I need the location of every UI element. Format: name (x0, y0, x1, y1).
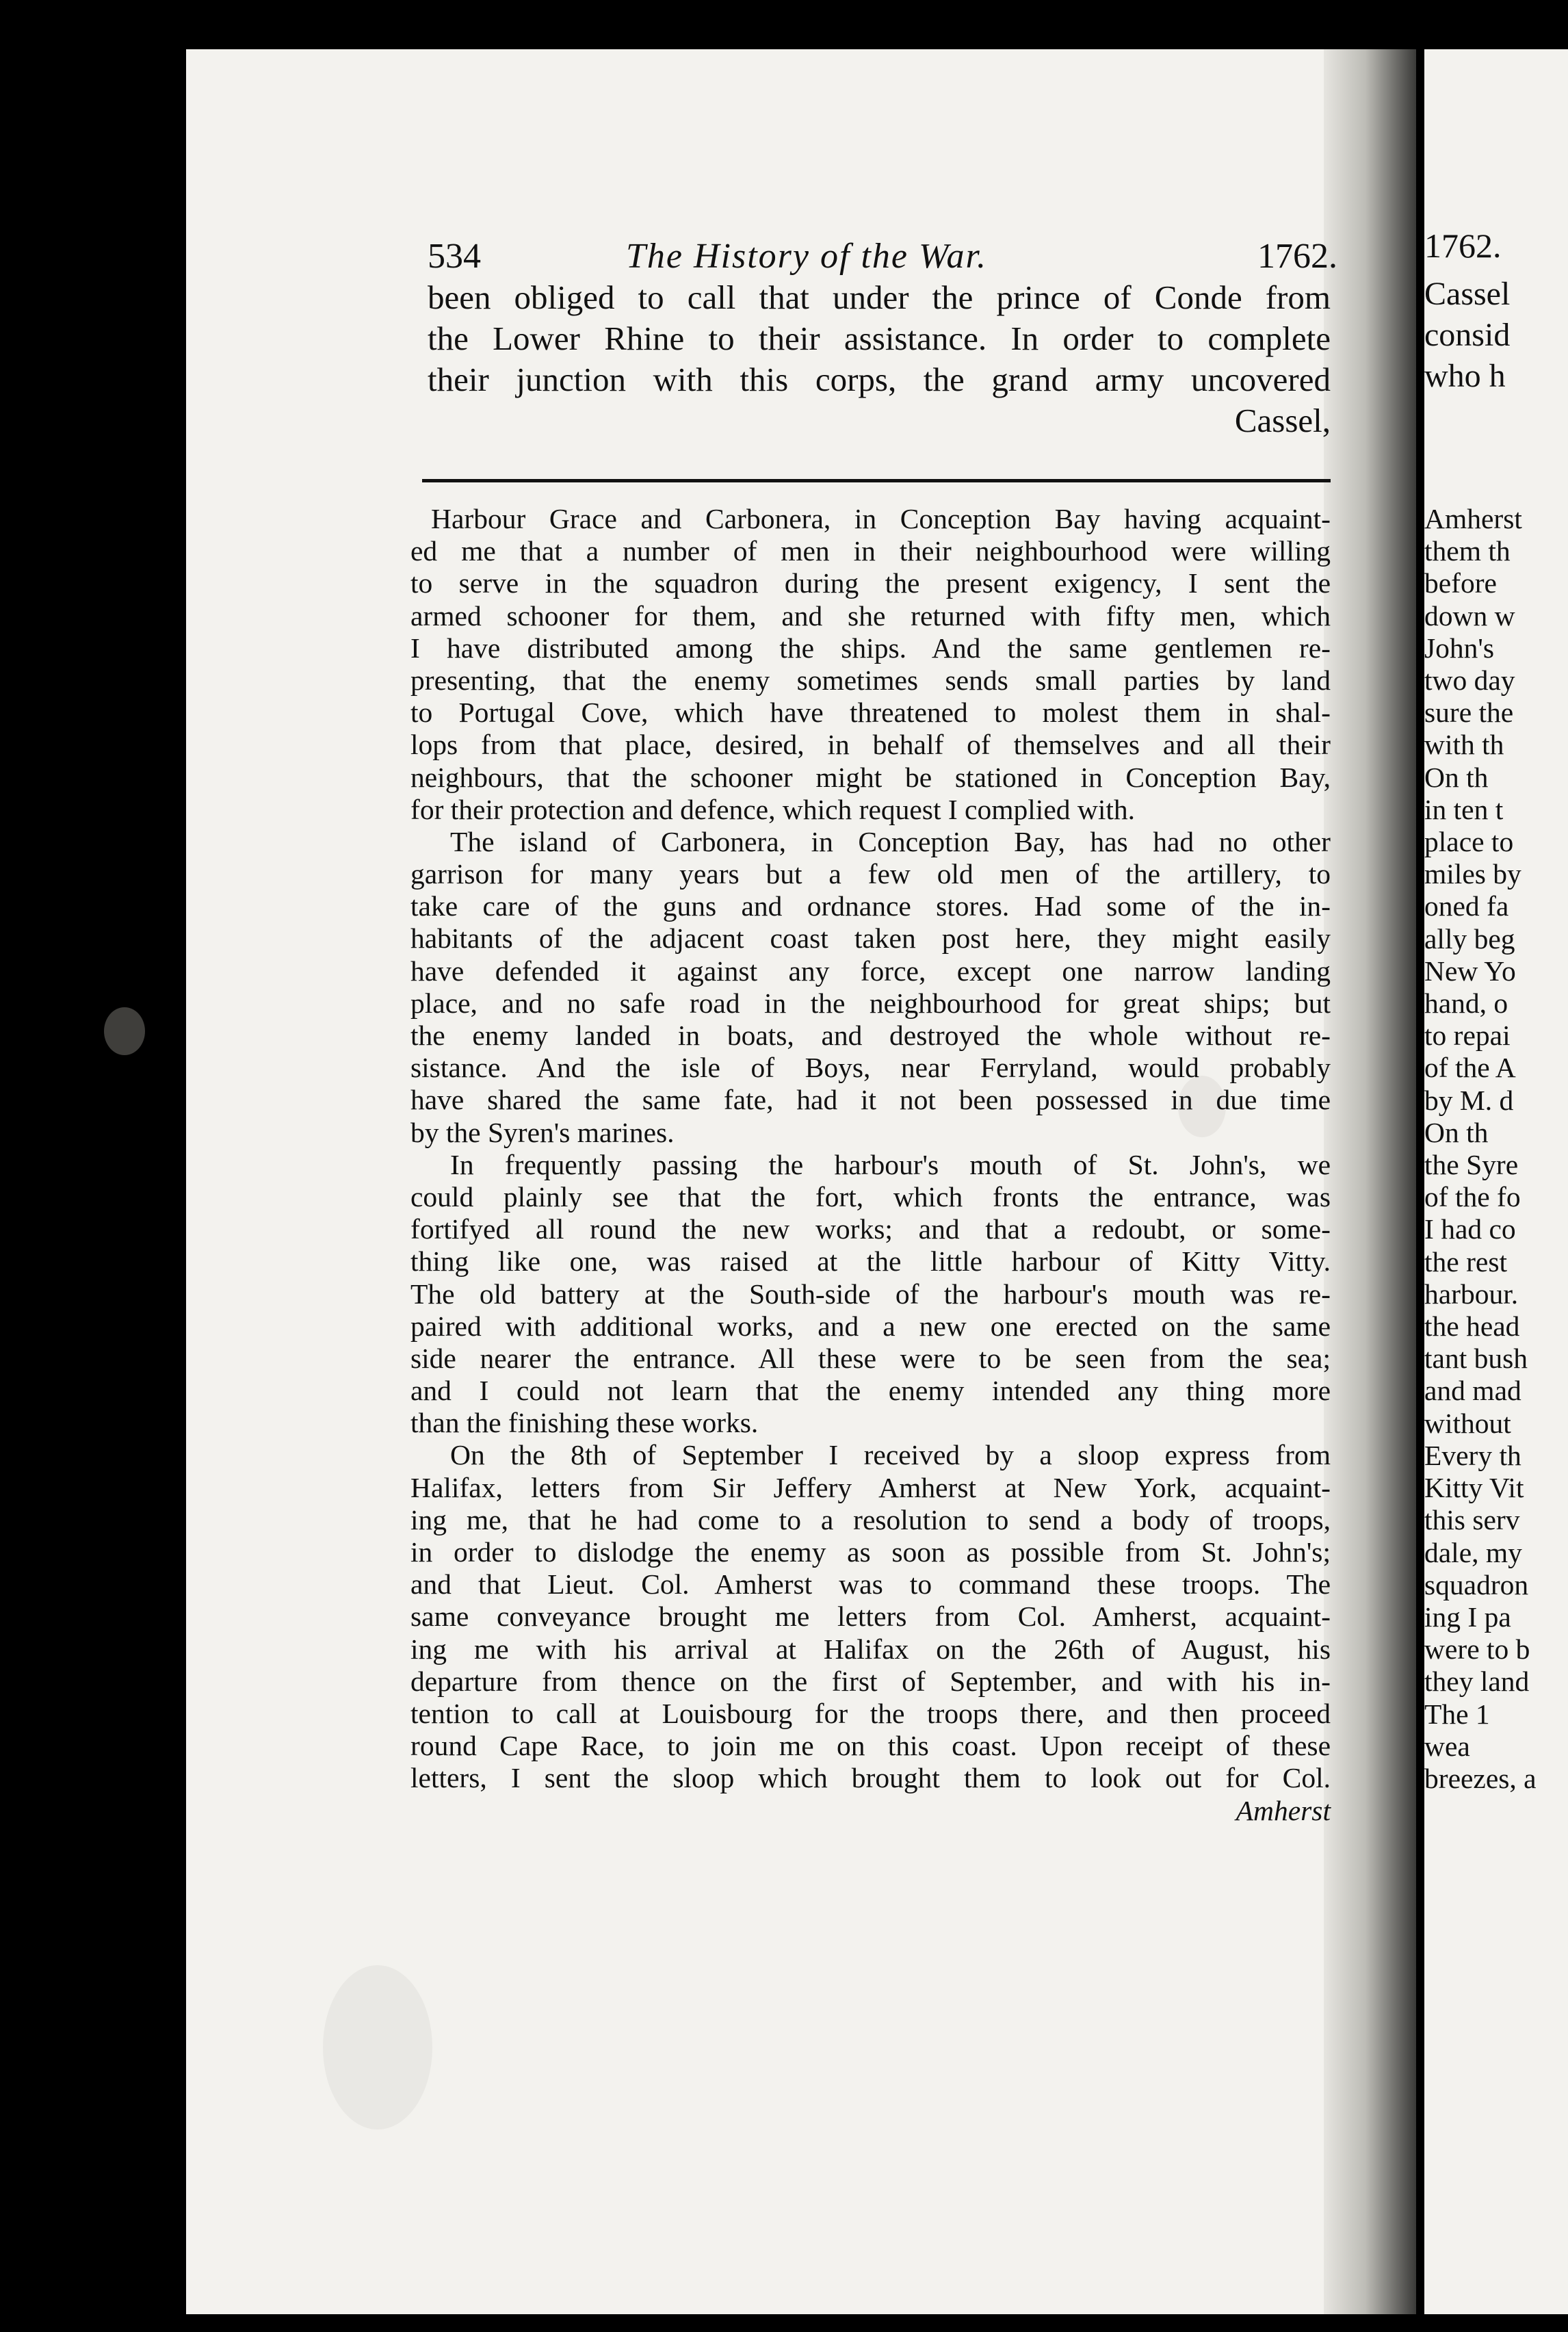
text-line: ally beg (1424, 922, 1515, 955)
footnote-line: same conveyance brought me letters from Col. Amherst, acquaint- (410, 1601, 1331, 1633)
text-line: consid (1424, 317, 1511, 353)
footnote-line: and I could not learn that the enemy intended any thing more (410, 1375, 1331, 1407)
text-line: before (1424, 567, 1497, 599)
footnote-line: could plainly see that the fort, which fronts the entrance, was (410, 1180, 1331, 1213)
page-gutter (1324, 49, 1416, 2314)
footnote-line: sistance. And the isle of Boys, near Ferryland, would probably (410, 1052, 1331, 1084)
text-line: in ten t (1424, 793, 1504, 825)
footnote-line: by the Syren's marines. (410, 1116, 675, 1148)
text-line: Cassel (1424, 276, 1511, 312)
text-line: On th (1424, 761, 1489, 793)
footnote-line: to Portugal Cove, which have threatened to molest them in shal- (410, 697, 1331, 729)
footnote-line: presenting, that the enemy sometimes sends small parties by land (410, 664, 1331, 696)
text-line: Kitty Vit (1424, 1472, 1524, 1504)
text-line: breezes, a (1424, 1762, 1537, 1794)
text-line: harbour. (1424, 1278, 1519, 1310)
text-line: the Lower Rhine to their assistance. In order to complete (428, 320, 1331, 357)
footnote-line: side nearer the entrance. All these were to be seen from the sea; (410, 1342, 1331, 1374)
footnote-line: than the finishing these works. (410, 1407, 759, 1439)
text-line: by M. d (1424, 1084, 1514, 1116)
text-line: the Syre (1424, 1149, 1519, 1181)
text-line: the rest (1424, 1245, 1507, 1278)
text-line: two day (1424, 664, 1515, 697)
text-line: them th (1424, 535, 1511, 567)
footnote-line: and that Lieut. Col. Amherst was to command these troops. The (410, 1568, 1331, 1601)
footnote-line: to serve in the squadron during the present exigency, I sent the (410, 567, 1331, 599)
footnote-line: in order to dislodge the enemy as soon as possible from St. John's; (410, 1536, 1331, 1568)
footnote-line: ing me, that he had come to a resolution to send a body of troops, (410, 1503, 1331, 1536)
footnote-line: for their protection and defence, which request I complied with. (410, 793, 1136, 825)
footnote-line: The island of Carbonera, in Conception Bay, has had no other (450, 825, 1331, 857)
text-line: ing I pa (1424, 1601, 1511, 1633)
footnote-line: tention to call at Louisbourg for the troops there, and then proceed (410, 1697, 1331, 1729)
text-line: their junction with this corps, the grand army uncovered (428, 361, 1331, 398)
footnote-line: the enemy landed in boats, and destroyed the whole without re- (410, 1020, 1331, 1051)
text-line: sure the (1424, 697, 1514, 729)
text-line: oned fa (1424, 890, 1509, 922)
text-line: this serv (1424, 1504, 1520, 1536)
running-title: The History of the War. (626, 237, 987, 276)
text-line: place to (1424, 826, 1514, 858)
footnote-line: place, and no safe road in the neighbourhood for great ships; but (410, 987, 1331, 1019)
footnote-line: On the 8th of September I received by a sloop express from (450, 1439, 1331, 1471)
footnote-line: thing like one, was raised at the little harbour of Kitty Vitty. (410, 1245, 1331, 1278)
text-line: of the A (1424, 1052, 1516, 1084)
footnote-line: fortifyed all round the new works; and that a redoubt, or some- (410, 1213, 1331, 1245)
footnote-line: habitants of the adjacent coast taken post here, they might easily (410, 922, 1331, 955)
text-line: and mad (1424, 1375, 1521, 1407)
text-line: the head (1424, 1310, 1520, 1343)
footnote-line: neighbours, that the schooner might be stationed in Conception Bay, (410, 761, 1331, 793)
text-line: I had co (1424, 1213, 1516, 1245)
text-line: squadron (1424, 1568, 1529, 1601)
footnote-line: The old battery at the South-side of the harbour's mouth was re- (410, 1278, 1331, 1310)
text-line: The 1 (1424, 1698, 1490, 1730)
text-line: wea (1424, 1730, 1470, 1762)
text-line: Amherst (1424, 503, 1522, 534)
footnote (410, 503, 1331, 1827)
text-line: Every th (1424, 1439, 1521, 1471)
footnote-line: Harbour Grace and Carbonera, in Conception Bay having acquaint- (431, 503, 1331, 534)
footnote-rule (422, 479, 1331, 482)
page-number: 534 (428, 237, 481, 276)
footnote-line: ing me with his arrival at Halifax on the 26th of August, his (410, 1633, 1331, 1665)
text-line: with th (1424, 729, 1504, 761)
footnote-line: ed me that a number of men in their neighbourhood were willing (410, 535, 1331, 567)
text-line: hand, o (1424, 987, 1508, 1020)
footnote-catchword: Amherst (1236, 1794, 1331, 1826)
footnote-line: have defended it against any force, except one narrow landing (410, 955, 1331, 987)
text-line: without (1424, 1407, 1511, 1439)
footnote-line: letters, I sent the sloop which brought them to look out for Col. (410, 1762, 1331, 1794)
footnote-line: take care of the guns and ordnance stores. Had some of the in- (410, 890, 1331, 922)
footnote-line: garrison for many years but a few old men of the artillery, to (410, 858, 1331, 890)
main-text (428, 277, 1331, 441)
text-line: who h (1424, 358, 1506, 394)
footnote-line: paired with additional works, and a new one erected on the same (410, 1310, 1331, 1342)
text-line: dale, my (1424, 1536, 1522, 1568)
text-line: of the fo (1424, 1181, 1521, 1213)
text-line: they land (1424, 1666, 1530, 1698)
right-page-year: 1762. (1424, 226, 1502, 265)
catchword: Cassel, (1234, 402, 1331, 439)
footnote-line: armed schooner for them, and she returned with fifty men, which (410, 599, 1331, 632)
footnote-line: departure from thence on the first of September, and with his in- (410, 1665, 1331, 1697)
footnote-line: Halifax, letters from Sir Jeffery Amherst at New York, acquaint- (410, 1471, 1331, 1503)
footnote-line: In frequently passing the harbour's mouth of St. John's, we (450, 1148, 1331, 1180)
text-line: down w (1424, 599, 1515, 632)
footnote-line: lops from that place, desired, in behalf of themselves and all their (410, 729, 1331, 761)
right-page-main-text (1424, 274, 1510, 397)
header-year: 1762. (1257, 237, 1337, 276)
footnote-line: round Cape Race, to join me on this coast. Upon receipt of these (410, 1730, 1331, 1762)
text-line: were to b (1424, 1633, 1530, 1666)
text-line: to repai (1424, 1020, 1511, 1052)
text-line: been obliged to call that under the prince of Conde from (428, 278, 1331, 316)
text-line: John's (1424, 632, 1495, 664)
text-line: New Yo (1424, 955, 1516, 987)
text-line: On th (1424, 1116, 1489, 1148)
footnote-line: have shared the same fate, had it not been possessed in due time (410, 1084, 1331, 1116)
right-page-footnote (1424, 503, 1537, 1795)
text-line: miles by (1424, 858, 1521, 890)
footnote-line: I have distributed among the ships. And the same gentlemen re- (410, 632, 1331, 664)
text-line: tant bush (1424, 1343, 1528, 1375)
